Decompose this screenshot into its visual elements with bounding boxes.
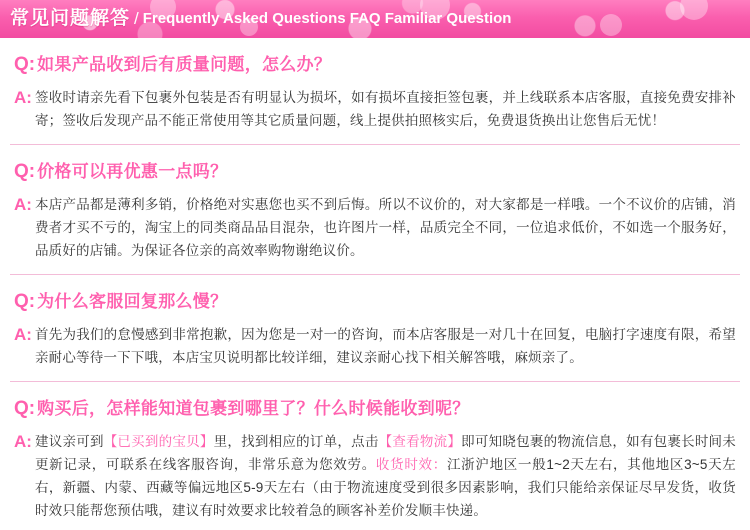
page-title-cn: 常见问题解答 [10, 8, 131, 29]
faq-item [0, 382, 750, 530]
answer-text [35, 323, 736, 369]
page-header-banner [0, 0, 750, 38]
faq-answer [14, 422, 736, 522]
answer-segment: 江浙沪地区一般1~2天左右，其他地区3~5天左右，新疆、内蒙、西藏等偏远地区5-9天左右（由于物流速度受到很多因素影响，我们只能给亲保证尽早发货，收货时效只能帮您预估哦，建议有时效要求比较着急的顾客补差价发顺丰快递。 [34, 457, 736, 518]
question-marker: Q: [14, 161, 36, 182]
question-text: 为什么客服回复那么慢？ [37, 292, 228, 311]
faq-item [0, 275, 750, 369]
answer-segment: 本店产品都是薄利多销，价格绝对实惠您也买不到后悔。所以不议价的，对大家都是一样哦。一个不议价的店铺，消费者才买不亏的，淘宝上的同类商品品目混杂，也许图片一样，品质完全不同，一位追求低价，不如选一个服务好，品质好的店铺。为保证各位亲的高效率购物谢绝议价。 [34, 197, 736, 258]
question-text: 价格可以再优惠一点吗？ [37, 162, 228, 181]
faq-question [14, 145, 736, 185]
answer-segment: 即可知晓包裹的物流信息，如有包裹长时间未更新记录，可联系在线客服咨询，非常乐意为您效劳。 [34, 434, 737, 472]
answer-marker: A: [14, 88, 32, 107]
faq-answer [14, 315, 736, 369]
faq-answer [14, 78, 736, 132]
question-marker: Q: [14, 54, 36, 75]
faq-answer [14, 185, 736, 262]
answer-segment: 里，找到相应的订单，点击 [213, 434, 379, 449]
answer-segment: 建议亲可到 [34, 434, 104, 449]
question-text: 如果产品收到后有质量问题，怎么办？ [37, 55, 332, 74]
title-separator: / [134, 9, 139, 28]
page-title-en: Frequently Asked Questions FAQ Familiar Question [142, 10, 512, 27]
faq-list [0, 38, 750, 530]
question-text: 购买后，怎样能知道包裹到哪里了？什么时候能收到呢？ [37, 399, 470, 418]
bubble-decoration-icon [600, 14, 622, 36]
answer-marker: A: [14, 432, 32, 451]
answer-segment: 首先为我们的怠慢感到非常抱歉，因为您是一对一的咨询，而本店客服是一对几十在回复，电脑打字速度有限，希望亲耐心等待一下下哦，本店宝贝说明都比较详细，建议亲耐心找下相关解答哦，麻烦亲了。 [34, 327, 736, 365]
highlighted-text: 【已买到的宝贝】 [103, 434, 214, 449]
faq-question [14, 275, 736, 315]
question-marker: Q: [14, 398, 36, 419]
faq-item [0, 145, 750, 262]
answer-segment: 签收时请亲先看下包裹外包装是否有明显认为损坏，如有损坏直接拒签包裹，并上线联系本店客服，直接免费安排补寄；签收后发现产品不能正常使用等其它质量问题，线上提供拍照核实后，免费退货换出让您售后无忧！ [34, 90, 736, 128]
faq-item [0, 38, 750, 132]
faq-question [14, 382, 736, 422]
faq-question [14, 38, 736, 78]
bubble-decoration-icon [680, 0, 708, 20]
answer-text [35, 86, 736, 132]
question-marker: Q: [14, 291, 36, 312]
answer-marker: A: [14, 195, 32, 214]
answer-text [35, 193, 736, 262]
answer-text [35, 430, 736, 522]
highlighted-text: 【查看物流】 [378, 434, 462, 449]
answer-marker: A: [14, 325, 32, 344]
highlighted-text: 收货时效： [375, 457, 447, 472]
